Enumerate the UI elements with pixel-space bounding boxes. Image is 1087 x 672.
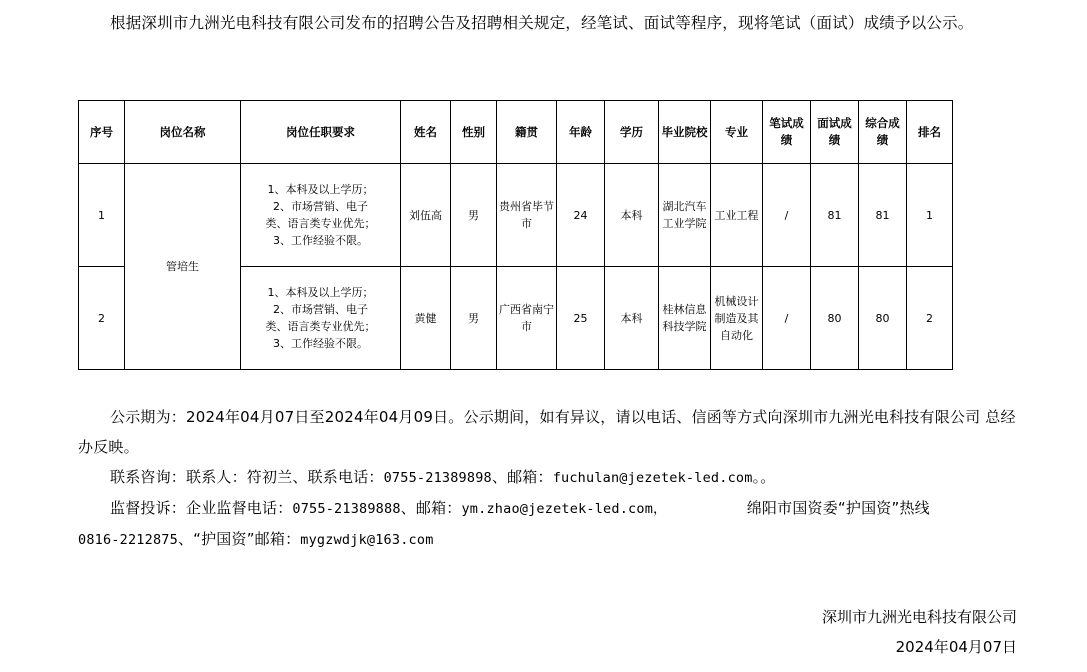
requirement-line: 2、市场营销、电子 xyxy=(273,303,368,316)
cell-education: 本科 xyxy=(605,267,659,370)
cell-requirements xyxy=(241,267,401,370)
contact-label: 联系咨询：联系人：符初兰、联系电话： xyxy=(110,468,384,486)
contact-tail: 。。 xyxy=(752,468,776,486)
col-header-age: 年龄 xyxy=(557,101,605,164)
notice-hotline xyxy=(78,524,1018,555)
requirement-line: 3、工作经验不限。 xyxy=(273,234,368,247)
hotline-label: 绵阳市国资委“护国资”热线 xyxy=(746,499,930,517)
cell-name: 刘伍高 xyxy=(401,164,451,267)
cell-requirements xyxy=(241,164,401,267)
cell-rank: 1 xyxy=(907,164,953,267)
contact-email: fuchulan@jezetek-led.com xyxy=(552,470,753,486)
requirement-line: 2、市场营销、电子 xyxy=(273,200,368,213)
contact-phone: 0755-21389898 xyxy=(383,470,492,486)
cell-age: 25 xyxy=(557,267,605,370)
cell-major: 机械设计制造及其自动化 xyxy=(711,267,763,370)
table-row xyxy=(79,164,953,267)
requirement-line: 类、语言类专业优先； xyxy=(265,320,376,333)
col-header-gender: 性别 xyxy=(451,101,497,164)
signature-block xyxy=(822,602,1017,662)
requirement-line: 1、本科及以上学历； xyxy=(267,286,374,299)
table-body xyxy=(79,164,953,370)
notices-section xyxy=(78,402,1018,555)
col-header-no: 序号 xyxy=(79,101,125,164)
hotline-email: mygzwdjk@163.com xyxy=(300,532,434,548)
hotline-phone: 0816-2212875 xyxy=(78,532,178,548)
col-header-rank: 排名 xyxy=(907,101,953,164)
col-header-total-score: 综合成绩 xyxy=(859,101,907,164)
cell-name: 黄健 xyxy=(401,267,451,370)
intro-paragraph: 根据深圳市九洲光电科技有限公司发布的招聘公告及招聘相关规定，经笔试、面试等程序，现将笔试（面试）成绩予以公示。 xyxy=(110,14,974,32)
col-header-name: 姓名 xyxy=(401,101,451,164)
cell-native-place: 贵州省毕节市 xyxy=(497,164,557,267)
table-header-row xyxy=(79,101,953,164)
notice-supervision xyxy=(78,493,1018,524)
cell-gender: 男 xyxy=(451,267,497,370)
cell-age: 24 xyxy=(557,164,605,267)
cell-written-score: / xyxy=(763,267,811,370)
results-table-container xyxy=(78,100,941,370)
cell-no: 2 xyxy=(79,267,125,370)
supervision-email-label: 、邮箱： xyxy=(400,499,462,517)
contact-email-label: 、邮箱： xyxy=(491,468,553,486)
notice-contact xyxy=(78,462,1018,493)
requirement-line: 类、语言类专业优先； xyxy=(265,217,376,230)
results-table xyxy=(78,100,953,370)
cell-native-place: 广西省南宁市 xyxy=(497,267,557,370)
cell-written-score: / xyxy=(763,164,811,267)
col-header-native-place: 籍贯 xyxy=(497,101,557,164)
cell-interview-score: 80 xyxy=(811,267,859,370)
col-header-requirements: 岗位任职要求 xyxy=(241,101,401,164)
col-header-written-score: 笔试成绩 xyxy=(763,101,811,164)
notice-publicity-period: 公示期为：2024年04月07日至2024年04月09日。公示期间，如有异议，请以电话、信函等方式向深圳市九洲光电科技有限公司 总经办反映。 xyxy=(78,408,1016,456)
supervision-label: 监督投诉：企业监督电话： xyxy=(110,499,293,517)
hotline-email-label: 、“护国资”邮箱： xyxy=(177,530,301,548)
col-header-school: 毕业院校 xyxy=(659,101,711,164)
col-header-post: 岗位名称 xyxy=(125,101,241,164)
table-header xyxy=(79,101,953,164)
cell-total-score: 81 xyxy=(859,164,907,267)
cell-education: 本科 xyxy=(605,164,659,267)
cell-interview-score: 81 xyxy=(811,164,859,267)
cell-school: 湖北汽车工业学院 xyxy=(659,164,711,267)
col-header-interview-score: 面试成绩 xyxy=(811,101,859,164)
requirement-line: 3、工作经验不限。 xyxy=(273,337,368,350)
signature-company: 深圳市九洲光电科技有限公司 xyxy=(821,608,1017,626)
cell-post-name: 管培生 xyxy=(125,164,241,370)
cell-total-score: 80 xyxy=(859,267,907,370)
requirement-line: 1、本科及以上学历； xyxy=(267,183,374,196)
cell-rank: 2 xyxy=(907,267,953,370)
cell-gender: 男 xyxy=(451,164,497,267)
signature-date: 2024年04月07日 xyxy=(895,638,1017,656)
supervision-email: ym.zhao@jezetek-led.com， xyxy=(461,501,667,517)
supervision-phone: 0755-21389888 xyxy=(292,501,401,517)
col-header-education: 学历 xyxy=(605,101,659,164)
col-header-major: 专业 xyxy=(711,101,763,164)
cell-major: 工业工程 xyxy=(711,164,763,267)
cell-no: 1 xyxy=(79,164,125,267)
cell-school: 桂林信息科技学院 xyxy=(659,267,711,370)
